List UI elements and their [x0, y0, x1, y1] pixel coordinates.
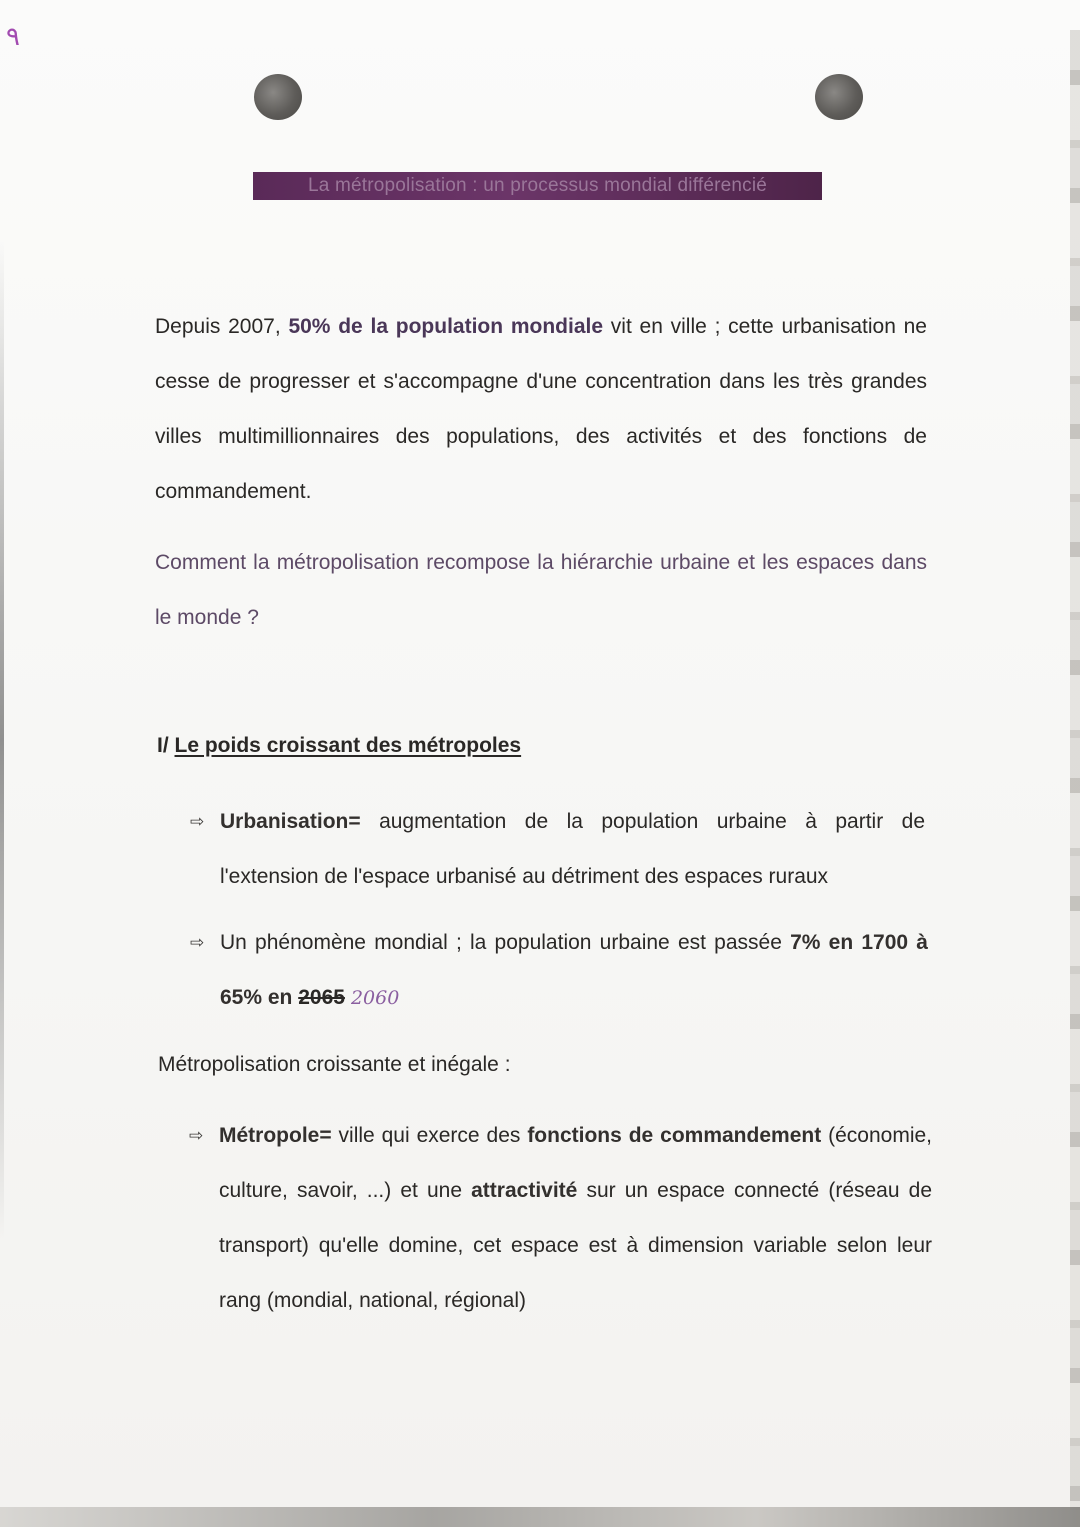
subheading: Métropolisation croissante et inégale :	[158, 1053, 511, 1076]
document-title: La métropolisation : un processus mondial différencié	[253, 172, 822, 200]
arrow-icon: ⇨	[190, 812, 205, 831]
intro-paragraph	[155, 299, 927, 519]
section-number: I/	[157, 734, 175, 757]
page-edge-bottom	[0, 1507, 1080, 1527]
page-edge-right	[1070, 30, 1080, 1510]
handwritten-correction: 2060	[350, 987, 400, 1009]
bullet-text: Un phénomène mondial ; la population urbaine est passée	[220, 931, 791, 954]
intro-text-end: vit en ville ; cette urbanisation ne cesse de progresser et s'accompagne d'une concentration dans les très grandes villes multimillionnaires des populations, des activités et des fonctions de commandement.	[155, 315, 927, 503]
bullet-figures: 7% en 1700 à 65% en	[220, 931, 928, 1009]
section-title: Le poids croissant des métropoles	[174, 734, 522, 757]
bullet-text-1: ville qui exerce des	[331, 1124, 528, 1147]
arrow-icon: ⇨	[189, 1126, 204, 1145]
section-heading	[157, 734, 521, 758]
page-number-mark: ٩	[6, 22, 20, 52]
page-shadow-left	[0, 240, 4, 1240]
intro-text-start: Depuis 2007,	[155, 315, 289, 338]
bullet-text-3: sur un espace connecté (réseau de transport) qu'elle domine, cet espace est à dimension variable selon leur rang (mondial, national, régional)	[219, 1179, 933, 1312]
bullet-definition: augmentation de la population urbaine à partir de l'extension de l'espace urbanisé au détriment des espaces ruraux	[220, 810, 925, 888]
struck-year: 2065	[298, 986, 345, 1009]
bullet-term: Urbanisation=	[220, 810, 361, 833]
bullet-world-phenomenon	[190, 915, 928, 1026]
punch-hole-right	[815, 74, 863, 120]
intro-highlight: 50% de la population mondiale	[288, 315, 604, 338]
bullet-term: Métropole=	[219, 1124, 332, 1147]
bullet-metropole	[189, 1108, 933, 1328]
bullet-urbanisation	[190, 794, 925, 904]
arrow-icon: ⇨	[190, 933, 205, 952]
bullet-bold-1: fonctions de commandement	[527, 1124, 822, 1147]
bullet-text-2: (économie, culture, savoir, ...) et une	[219, 1124, 933, 1202]
punch-hole-left	[254, 74, 302, 120]
bullet-bold-2: attractivité	[471, 1179, 578, 1202]
problem-question: Comment la métropolisation recompose la hiérarchie urbaine et les espaces dans le monde ?	[155, 551, 927, 629]
